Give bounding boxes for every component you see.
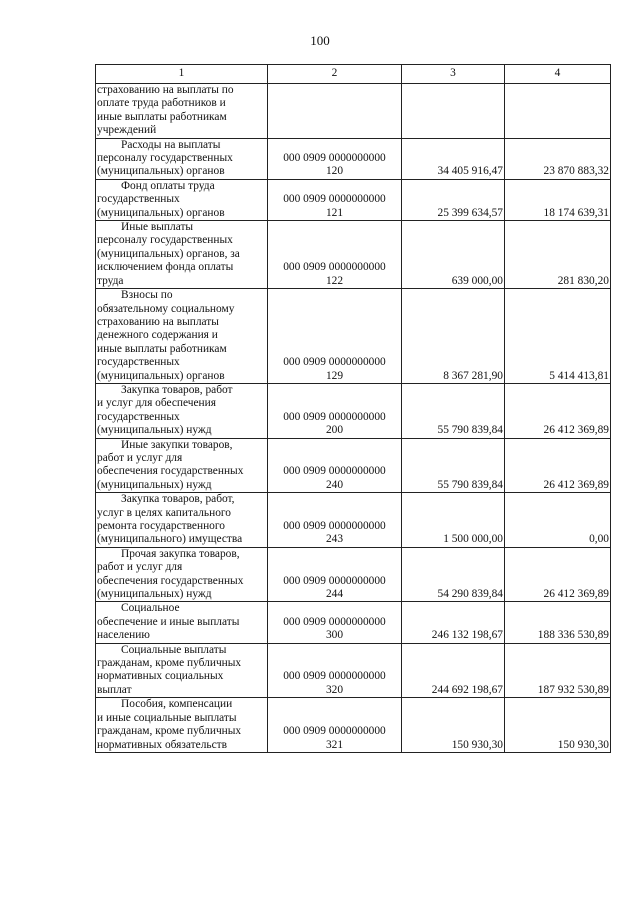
table-row [96, 602, 611, 643]
row-value-col4: 187 932 530,89 [505, 643, 611, 698]
row-code: 000 0909 0000000000 122 [268, 221, 402, 289]
row-value-col4: 281 830,20 [505, 221, 611, 289]
header-col-4: 4 [505, 65, 611, 84]
table-row [96, 138, 611, 179]
row-name-cell [96, 179, 268, 220]
table-row [96, 179, 611, 220]
row-value-col3: 150 930,30 [402, 698, 505, 753]
row-code: 000 0909 0000000000 121 [268, 179, 402, 220]
row-value-col4: 23 870 883,32 [505, 138, 611, 179]
row-name: Прочая закупка товаров, работ и услуг для обеспечения государственных (муниципальных) нужд [97, 547, 244, 601]
row-value-col4: 26 412 369,89 [505, 438, 611, 493]
row-value-col3: 25 399 634,57 [402, 179, 505, 220]
row-code: 000 0909 0000000000 321 [268, 698, 402, 753]
table-header [96, 65, 611, 84]
row-code: 000 0909 0000000000 300 [268, 602, 402, 643]
row-value-col3 [402, 84, 505, 139]
table-row [96, 547, 611, 602]
budget-table [95, 64, 611, 753]
row-name: Пособия, компенсации и иные социальные выплаты гражданам, кроме публичных нормативных обязательств [97, 698, 242, 751]
header-col-1: 1 [96, 65, 268, 84]
row-name-cell [96, 84, 268, 139]
row-name: Закупка товаров, работ, услуг в целях капитального ремонта государственного (муниципального) имущества [97, 493, 243, 546]
row-name-cell [96, 221, 268, 289]
row-name: Иные выплаты персоналу государственных (муниципальных) органов, за исключением фонда оплаты труда [97, 221, 240, 287]
table-row [96, 438, 611, 493]
row-name-cell [96, 138, 268, 179]
row-value-col3: 55 790 839,84 [402, 438, 505, 493]
row-value-col3: 639 000,00 [402, 221, 505, 289]
row-value-col3: 8 367 281,90 [402, 289, 505, 384]
table-body [96, 84, 611, 753]
row-value-col3: 246 132 198,67 [402, 602, 505, 643]
row-value-col4: 18 174 639,31 [505, 179, 611, 220]
table-row [96, 643, 611, 698]
row-code: 000 0909 0000000000 200 [268, 383, 402, 438]
row-name: Закупка товаров, работ и услуг для обеспечения государственных (муниципальных) нужд [97, 383, 233, 437]
row-name: страхованию на выплаты по оплате труда работников и иные выплаты работникам учреждений [97, 84, 234, 137]
row-name-cell [96, 383, 268, 438]
row-value-col3: 54 290 839,84 [402, 547, 505, 602]
row-value-col3: 1 500 000,00 [402, 493, 505, 548]
row-code: 000 0909 0000000000 129 [268, 289, 402, 384]
row-name: Иные закупки товаров, работ и услуг для обеспечения государственных (муниципальных) нужд [97, 438, 244, 491]
row-value-col4 [505, 84, 611, 139]
row-name-cell [96, 547, 268, 602]
row-value-col4: 0,00 [505, 493, 611, 548]
row-name-cell [96, 698, 268, 753]
table-row [96, 698, 611, 753]
row-value-col4: 26 412 369,89 [505, 383, 611, 438]
row-value-col4: 26 412 369,89 [505, 547, 611, 602]
row-value-col4: 150 930,30 [505, 698, 611, 753]
row-value-col3: 34 405 916,47 [402, 138, 505, 179]
row-name-cell [96, 289, 268, 384]
row-name-cell [96, 438, 268, 493]
table-row [96, 383, 611, 438]
row-name-cell [96, 493, 268, 548]
row-code [268, 84, 402, 139]
row-name-cell [96, 602, 268, 643]
header-row [96, 65, 611, 84]
table-row [96, 84, 611, 139]
table-row [96, 289, 611, 384]
row-value-col3: 244 692 198,67 [402, 643, 505, 698]
row-code: 000 0909 0000000000 243 [268, 493, 402, 548]
row-value-col3: 55 790 839,84 [402, 383, 505, 438]
table-row [96, 493, 611, 548]
row-code: 000 0909 0000000000 240 [268, 438, 402, 493]
row-value-col4: 5 414 413,81 [505, 289, 611, 384]
row-name-cell [96, 643, 268, 698]
header-col-2: 2 [268, 65, 402, 84]
header-col-3: 3 [402, 65, 505, 84]
row-name: Расходы на выплаты персоналу государственных (муниципальных) органов [97, 138, 233, 178]
row-name: Взносы по обязательному социальному страхованию на выплаты денежного содержания и иные выплаты работникам государственных (муниципальных) органов [97, 289, 235, 382]
page-number: 100 [310, 33, 330, 48]
row-value-col4: 188 336 530,89 [505, 602, 611, 643]
table-row [96, 221, 611, 289]
row-name: Социальные выплаты гражданам, кроме публичных нормативных социальных выплат [97, 643, 242, 696]
row-name: Социальное обеспечение и иные выплаты населению [97, 602, 240, 642]
row-name: Фонд оплаты труда государственных (муниципальных) органов [97, 179, 225, 219]
row-code: 000 0909 0000000000 244 [268, 547, 402, 602]
row-code: 000 0909 0000000000 320 [268, 643, 402, 698]
row-code: 000 0909 0000000000 120 [268, 138, 402, 179]
